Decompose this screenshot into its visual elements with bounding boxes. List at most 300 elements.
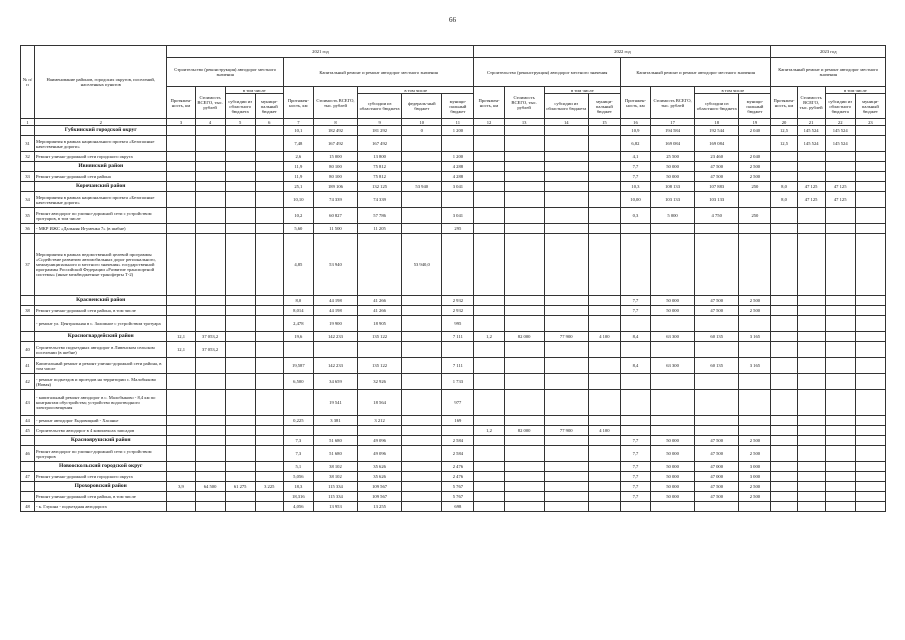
value-cell: 38 102 (313, 472, 357, 482)
value-cell: 53 940,0 (402, 234, 442, 296)
value-cell (225, 462, 255, 472)
value-cell: 3 000 (739, 462, 771, 472)
value-cell: 103 133 (695, 192, 739, 208)
value-cell (771, 492, 797, 502)
table-row (21, 192, 886, 208)
value-cell (620, 390, 650, 416)
value-cell: 103 133 (651, 192, 695, 208)
value-cell (474, 374, 504, 390)
value-cell (167, 472, 195, 482)
value-cell (825, 472, 855, 482)
district-name: Красногвардейский район (35, 332, 167, 342)
value-cell (797, 332, 825, 342)
value-cell (402, 296, 442, 306)
value-cell (225, 306, 255, 316)
value-cell (797, 416, 825, 426)
table-row (21, 358, 886, 374)
group-2021-construction: Строительство (реконструкция) автодорог местного значения (167, 58, 283, 87)
value-cell (620, 416, 650, 426)
value-cell (855, 208, 885, 224)
value-cell (442, 342, 474, 358)
value-cell (255, 224, 283, 234)
value-cell: 2 500 (739, 482, 771, 492)
value-cell (797, 482, 825, 492)
value-cell: 10,9 (620, 126, 650, 136)
item-name: Мероприятия в рамках национального проекта «Безопасные качественные дороги» (35, 192, 167, 208)
value-cell (797, 316, 825, 332)
value-cell (225, 390, 255, 416)
value-cell (195, 358, 225, 374)
value-cell (195, 234, 225, 296)
value-cell: 35 626 (358, 462, 402, 472)
value-cell (255, 136, 283, 152)
value-cell (855, 332, 885, 342)
h-in-that: в том числе (358, 87, 474, 94)
value-cell (588, 492, 620, 502)
value-cell: 7,7 (620, 306, 650, 316)
value-cell (544, 358, 588, 374)
value-cell (195, 374, 225, 390)
item-name: Мероприятия в рамках ведомственной целевой программы «Содействие развитию автомобильных дорог регионального, межмуниципального и местного значения» государственной программы Российской Федерации «Развитие транспортной системы» (иные межбюджетные трансферты Т-2) (35, 234, 167, 296)
column-numbers-row (21, 119, 886, 126)
value-cell (771, 306, 797, 316)
col-number: 7 (283, 119, 313, 126)
value-cell (255, 234, 283, 296)
table-row (21, 502, 886, 512)
row-number (21, 296, 35, 306)
h-cost: Стоимость ВСЕГО, тыс. рублей (651, 87, 695, 119)
value-cell: 142 233 (313, 332, 357, 342)
value-cell (825, 436, 855, 446)
item-name: Мероприятия в рамках национального проекта «Безопасные качественные дороги» (35, 136, 167, 152)
value-cell (797, 342, 825, 358)
value-cell: 5,1 (283, 462, 313, 472)
value-cell (195, 502, 225, 512)
value-cell (402, 172, 442, 182)
value-cell: 13 953 (313, 502, 357, 512)
value-cell: 63 300 (651, 332, 695, 342)
value-cell (167, 306, 195, 316)
value-cell (651, 224, 695, 234)
h-regional: субсидии из областного бюджета (358, 94, 402, 119)
item-name: - МКР ИЖС «Дальняя Игуменка 7» (в шабне) (35, 224, 167, 234)
col-number: 3 (167, 119, 195, 126)
h-regional: субсидии из областного бюджета (825, 94, 855, 119)
value-cell: 181 292 (358, 126, 402, 136)
value-cell: 50 000 (651, 472, 695, 482)
value-cell (358, 234, 402, 296)
value-cell (504, 482, 544, 492)
district-row (21, 162, 886, 172)
value-cell (651, 342, 695, 358)
col-number: 23 (855, 119, 885, 126)
table-row (21, 172, 886, 182)
value-cell: 63 300 (651, 358, 695, 374)
value-cell (771, 152, 797, 162)
value-cell (167, 182, 195, 192)
value-cell: 2 476 (442, 462, 474, 472)
value-cell (855, 462, 885, 472)
row-number: 44 (21, 416, 35, 426)
value-cell (195, 426, 225, 436)
value-cell (825, 342, 855, 358)
value-cell (797, 172, 825, 182)
value-cell (771, 502, 797, 512)
value-cell (504, 358, 544, 374)
value-cell (255, 502, 283, 512)
value-cell (474, 482, 504, 492)
value-cell (739, 502, 771, 512)
table-row (21, 234, 886, 296)
value-cell: 5 000 (651, 208, 695, 224)
row-number (21, 436, 35, 446)
value-cell (167, 436, 195, 446)
value-cell (474, 152, 504, 162)
value-cell (195, 182, 225, 192)
value-cell (797, 306, 825, 316)
value-cell: 11 205 (358, 224, 402, 234)
table-body (21, 126, 886, 512)
group-2021-repair: Капитальный ремонт и ремонт автодорог местного значения (283, 58, 474, 87)
value-cell (739, 426, 771, 436)
value-cell: 47 500 (695, 446, 739, 462)
value-cell (588, 162, 620, 172)
value-cell (739, 316, 771, 332)
row-number: 36 (21, 224, 35, 234)
value-cell (739, 374, 771, 390)
value-cell (855, 426, 885, 436)
value-cell: 142 233 (313, 358, 357, 374)
value-cell: 3 165 (739, 332, 771, 342)
value-cell (167, 502, 195, 512)
value-cell (855, 358, 885, 374)
value-cell (255, 492, 283, 502)
district-row (21, 462, 886, 472)
value-cell (855, 436, 885, 446)
value-cell (855, 234, 885, 296)
value-cell (544, 316, 588, 332)
value-cell (402, 306, 442, 316)
item-name: - ремонт автодорог Ендовицкий - Хасанье (35, 416, 167, 426)
value-cell (358, 426, 402, 436)
value-cell (544, 492, 588, 502)
value-cell (225, 172, 255, 182)
value-cell (167, 446, 195, 462)
value-cell: 3 165 (739, 358, 771, 374)
item-name: - капитальный ремонт автодорог в с. Малобыково - 8,4 км по контрактам обустройства; устройство водоотводного электроосвещения (35, 390, 167, 416)
value-cell (771, 172, 797, 182)
year-2022: 2022 год (474, 46, 771, 58)
value-cell (504, 446, 544, 462)
value-cell: 7,7 (620, 296, 650, 306)
value-cell (825, 416, 855, 426)
value-cell (225, 192, 255, 208)
value-cell: 250 (739, 182, 771, 192)
h-length: Протяжен-ность, км (283, 87, 313, 119)
value-cell (855, 162, 885, 172)
value-cell: 109 567 (358, 482, 402, 492)
value-cell: 1 200 (442, 126, 474, 136)
h-in-that: в том числе (825, 87, 885, 94)
value-cell (195, 192, 225, 208)
h-federal: федераль-ный бюджет (402, 94, 442, 119)
value-cell (855, 296, 885, 306)
value-cell (797, 374, 825, 390)
value-cell (771, 342, 797, 358)
value-cell (620, 502, 650, 512)
col-number: 21 (797, 119, 825, 126)
value-cell (544, 172, 588, 182)
value-cell: 3 381 (313, 416, 357, 426)
value-cell (313, 426, 357, 436)
col-number: 9 (358, 119, 402, 126)
value-cell (544, 390, 588, 416)
value-cell (797, 162, 825, 172)
value-cell (544, 462, 588, 472)
value-cell: 109 567 (358, 492, 402, 502)
group-2022-repair: Капитальный ремонт и ремонт автодорог местного значения (620, 58, 771, 87)
value-cell (504, 136, 544, 152)
value-cell (695, 224, 739, 234)
value-cell (620, 342, 650, 358)
value-cell (504, 316, 544, 332)
value-cell: 2 500 (739, 436, 771, 446)
value-cell (771, 482, 797, 492)
row-number (21, 492, 35, 502)
value-cell: 50 000 (651, 482, 695, 492)
value-cell (544, 192, 588, 208)
value-cell: 19 900 (313, 316, 357, 332)
value-cell: 35 626 (358, 472, 402, 482)
value-cell (588, 152, 620, 162)
value-cell: 10,1 (283, 126, 313, 136)
value-cell (504, 224, 544, 234)
value-cell (402, 224, 442, 234)
row-number (21, 182, 35, 192)
value-cell (855, 374, 885, 390)
value-cell: 80 100 (313, 172, 357, 182)
value-cell (255, 126, 283, 136)
item-name: - к. Глушна - подъездная автодорога (35, 502, 167, 512)
value-cell: 75 812 (358, 162, 402, 172)
value-cell (771, 358, 797, 374)
value-cell (474, 462, 504, 472)
value-cell: 7,7 (620, 472, 650, 482)
value-cell: 44 198 (313, 306, 357, 316)
value-cell (651, 234, 695, 296)
value-cell: 7,7 (620, 492, 650, 502)
value-cell: 182 492 (313, 126, 357, 136)
value-cell (402, 192, 442, 208)
value-cell: 5 767 (442, 482, 474, 492)
value-cell (620, 224, 650, 234)
value-cell (797, 436, 825, 446)
value-cell (283, 342, 313, 358)
district-row (21, 182, 886, 192)
value-cell: 37 053,2 (195, 342, 225, 358)
value-cell (402, 492, 442, 502)
col-number: 8 (313, 119, 357, 126)
row-number (21, 482, 35, 492)
item-name: Ремонт автодорог по улично-дорожной сети с устройством тротуаров (35, 446, 167, 462)
value-cell (588, 182, 620, 192)
value-cell (825, 374, 855, 390)
value-cell (855, 136, 885, 152)
value-cell: 18,316 (283, 492, 313, 502)
table-row (21, 390, 886, 416)
value-cell (771, 390, 797, 416)
h-municipal: муници-пальный бюджет (588, 94, 620, 119)
value-cell (544, 374, 588, 390)
value-cell: 7,7 (620, 446, 650, 462)
row-number (21, 316, 35, 332)
value-cell: 7,7 (620, 172, 650, 182)
value-cell (544, 416, 588, 426)
value-cell (797, 390, 825, 416)
row-number: 31 (21, 136, 35, 152)
value-cell: 19,587 (283, 358, 313, 374)
value-cell (544, 136, 588, 152)
value-cell: 15 000 (313, 152, 357, 162)
value-cell (504, 374, 544, 390)
value-cell (588, 502, 620, 512)
item-name: Капитальный ремонт и ремонт улично-дорожной сети района, в том числе (35, 358, 167, 374)
value-cell: 74 339 (358, 192, 402, 208)
value-cell (402, 462, 442, 472)
value-cell (167, 126, 195, 136)
value-cell (855, 152, 885, 162)
value-cell (825, 390, 855, 416)
value-cell (283, 390, 313, 416)
value-cell: 25,1 (283, 182, 313, 192)
value-cell: 169 (442, 416, 474, 426)
value-cell (695, 426, 739, 436)
value-cell (855, 192, 885, 208)
value-cell (474, 306, 504, 316)
value-cell (797, 224, 825, 234)
value-cell: 6,82 (620, 136, 650, 152)
value-cell (504, 126, 544, 136)
value-cell (402, 342, 442, 358)
value-cell (771, 162, 797, 172)
value-cell (771, 436, 797, 446)
value-cell: 50 000 (651, 446, 695, 462)
value-cell (195, 446, 225, 462)
value-cell (195, 152, 225, 162)
row-number: 45 (21, 426, 35, 436)
value-cell: 4 100 (588, 332, 620, 342)
value-cell (225, 162, 255, 172)
value-cell (195, 416, 225, 426)
value-cell (588, 472, 620, 482)
value-cell (797, 234, 825, 296)
value-cell: 2 500 (739, 162, 771, 172)
value-cell: 192 544 (695, 126, 739, 136)
value-cell: 3 212 (358, 416, 402, 426)
value-cell: 2 584 (442, 436, 474, 446)
value-cell (855, 316, 885, 332)
value-cell (195, 172, 225, 182)
value-cell: 1 200 (442, 152, 474, 162)
value-cell (588, 342, 620, 358)
value-cell (442, 192, 474, 208)
value-cell: 2 500 (739, 306, 771, 316)
value-cell: 18 564 (358, 390, 402, 416)
value-cell (225, 502, 255, 512)
value-cell (588, 224, 620, 234)
value-cell: 12,5 (771, 136, 797, 152)
value-cell (588, 172, 620, 182)
item-name: - ремонт ул. Центральная в с. Заломное с устройством тротуара (35, 316, 167, 332)
district-name: Красноярушский район (35, 436, 167, 446)
value-cell: 4 288 (442, 172, 474, 182)
value-cell: 7,7 (620, 462, 650, 472)
value-cell (225, 152, 255, 162)
value-cell: 115 334 (313, 482, 357, 492)
value-cell: 2,6 (283, 152, 313, 162)
value-cell: 7,48 (283, 136, 313, 152)
table-row (21, 152, 886, 162)
value-cell: 75 812 (358, 172, 402, 182)
value-cell: 12,5 (771, 126, 797, 136)
value-cell: 4 750 (695, 208, 739, 224)
value-cell (695, 234, 739, 296)
value-cell (588, 296, 620, 306)
value-cell (797, 492, 825, 502)
value-cell (695, 342, 739, 358)
value-cell (588, 416, 620, 426)
value-cell: 995 (442, 316, 474, 332)
value-cell (225, 358, 255, 374)
value-cell: 60 135 (695, 332, 739, 342)
value-cell (855, 182, 885, 192)
value-cell: 145 524 (797, 136, 825, 152)
roads-table (20, 45, 886, 512)
h-length: Протяжен-ность, км (167, 87, 195, 119)
value-cell (474, 316, 504, 332)
value-cell (855, 472, 885, 482)
year-2021: 2021 год (167, 46, 474, 58)
value-cell (474, 436, 504, 446)
value-cell: 38 102 (313, 462, 357, 472)
col-number: 4 (195, 119, 225, 126)
value-cell (695, 374, 739, 390)
value-cell (504, 436, 544, 446)
value-cell (167, 162, 195, 172)
value-cell: 135 122 (358, 358, 402, 374)
value-cell (825, 462, 855, 472)
value-cell (195, 126, 225, 136)
value-cell (474, 126, 504, 136)
value-cell (739, 224, 771, 234)
value-cell: 10,2 (283, 208, 313, 224)
value-cell (225, 374, 255, 390)
value-cell: 189 106 (313, 182, 357, 192)
district-row (21, 126, 886, 136)
value-cell (588, 126, 620, 136)
value-cell (797, 472, 825, 482)
value-cell: 32 926 (358, 374, 402, 390)
value-cell (255, 446, 283, 462)
district-row (21, 296, 886, 306)
value-cell (474, 234, 504, 296)
value-cell: 1,2 (474, 332, 504, 342)
value-cell (474, 492, 504, 502)
value-cell (474, 358, 504, 374)
value-cell (255, 390, 283, 416)
value-cell (195, 306, 225, 316)
value-cell (825, 426, 855, 436)
